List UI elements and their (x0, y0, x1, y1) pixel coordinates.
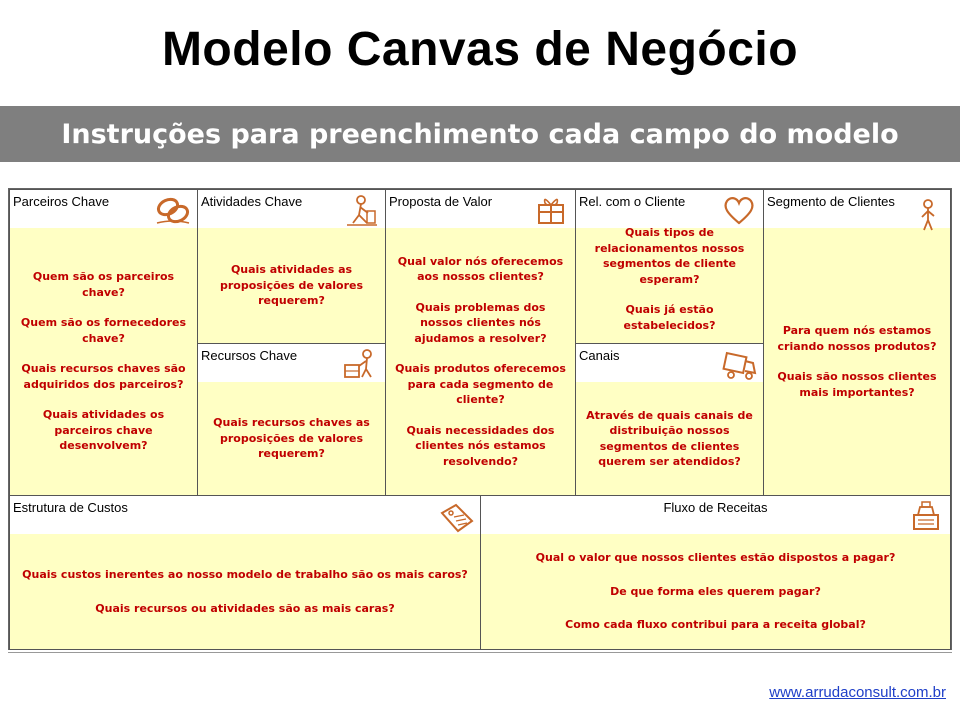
question: Quais são nossos clientes mais importantes? (777, 370, 937, 399)
block-label: Rel. com o Cliente (579, 194, 686, 209)
question: Quais produtos oferecemos para cada segmento de cliente? (395, 362, 566, 407)
question: Quais atividades as proposições de valores requerem? (219, 263, 364, 308)
question: Quais custos inerentes ao nosso modelo de trabalho são os mais caros? (22, 568, 468, 581)
subtitle-bar (0, 106, 960, 162)
chain-link-icon (153, 193, 193, 227)
question: Através de quais canais de distribuição nossos segmentos de clientes querem ser atendidos? (586, 408, 753, 468)
website-link[interactable]: www.arrudaconsult.com.br (769, 684, 946, 701)
question: Para quem nós estamos criando nossos produtos? (777, 324, 937, 353)
block-label: Fluxo de Receitas (663, 500, 768, 515)
heart-icon (719, 193, 759, 227)
block-estrutura-custos (9, 495, 481, 650)
question: Como cada fluxo contribui para a receita global? (565, 618, 866, 632)
block-label: Canais (579, 348, 620, 363)
question: Quais recursos chaves as proposições de valores requerem? (213, 416, 370, 461)
question: Quem são os fornecedores chave? (20, 316, 187, 345)
worker-icon (341, 193, 381, 227)
block-label: Estrutura de Custos (13, 500, 128, 515)
block-label: Recursos Chave (201, 348, 298, 363)
question: Quais necessidades dos clientes nós estamos resolvendo? (406, 423, 555, 468)
subtitle: Instruções para preenchimento cada campo do modelo (61, 118, 899, 150)
canvas-bottom-divider (8, 652, 952, 653)
block-parceiros-chave (9, 189, 198, 496)
block-proposta-de-valor (385, 189, 576, 496)
block-canais (575, 343, 764, 496)
truck-icon (719, 347, 759, 381)
business-model-canvas (8, 188, 952, 650)
question: Quem são os parceiros chave? (32, 270, 175, 299)
question: Quais atividades os parceiros chave desenvolvem? (42, 408, 165, 453)
question: Quais tipos de relacionamentos nossos segmentos de cliente esperam? (594, 226, 745, 286)
question: De que forma eles querem pagar? (610, 584, 821, 598)
question: Quais já estão estabelecidos? (623, 303, 716, 332)
block-label: Segmento de Clientes (767, 194, 895, 209)
question: Quais recursos ou atividades são as mais caras? (95, 601, 395, 615)
block-recursos-chave (197, 343, 386, 496)
block-segmento-clientes (763, 189, 951, 496)
gift-icon (531, 193, 571, 227)
block-label: Atividades Chave (201, 194, 303, 209)
question: Quais problemas dos nossos clientes nós ajudamos a resolver? (414, 300, 547, 345)
page-title: Modelo Canvas de Negócio (161, 23, 799, 76)
block-label: Proposta de Valor (389, 194, 493, 209)
block-label: Parceiros Chave (13, 194, 110, 209)
question: Quais recursos chaves são adquiridos dos parceiros? (21, 362, 186, 391)
block-fluxo-receitas (480, 495, 951, 650)
question: Qual o valor que nossos clientes estão dispostos a pagar? (535, 551, 896, 565)
block-relacionamento-cliente (575, 189, 764, 344)
price-tag-icon (436, 499, 476, 533)
question: Qual valor nós oferecemos aos nossos clientes? (397, 254, 564, 284)
factory-worker-icon (341, 347, 381, 381)
cash-register-icon (906, 499, 946, 533)
block-atividades-chave (197, 189, 386, 344)
